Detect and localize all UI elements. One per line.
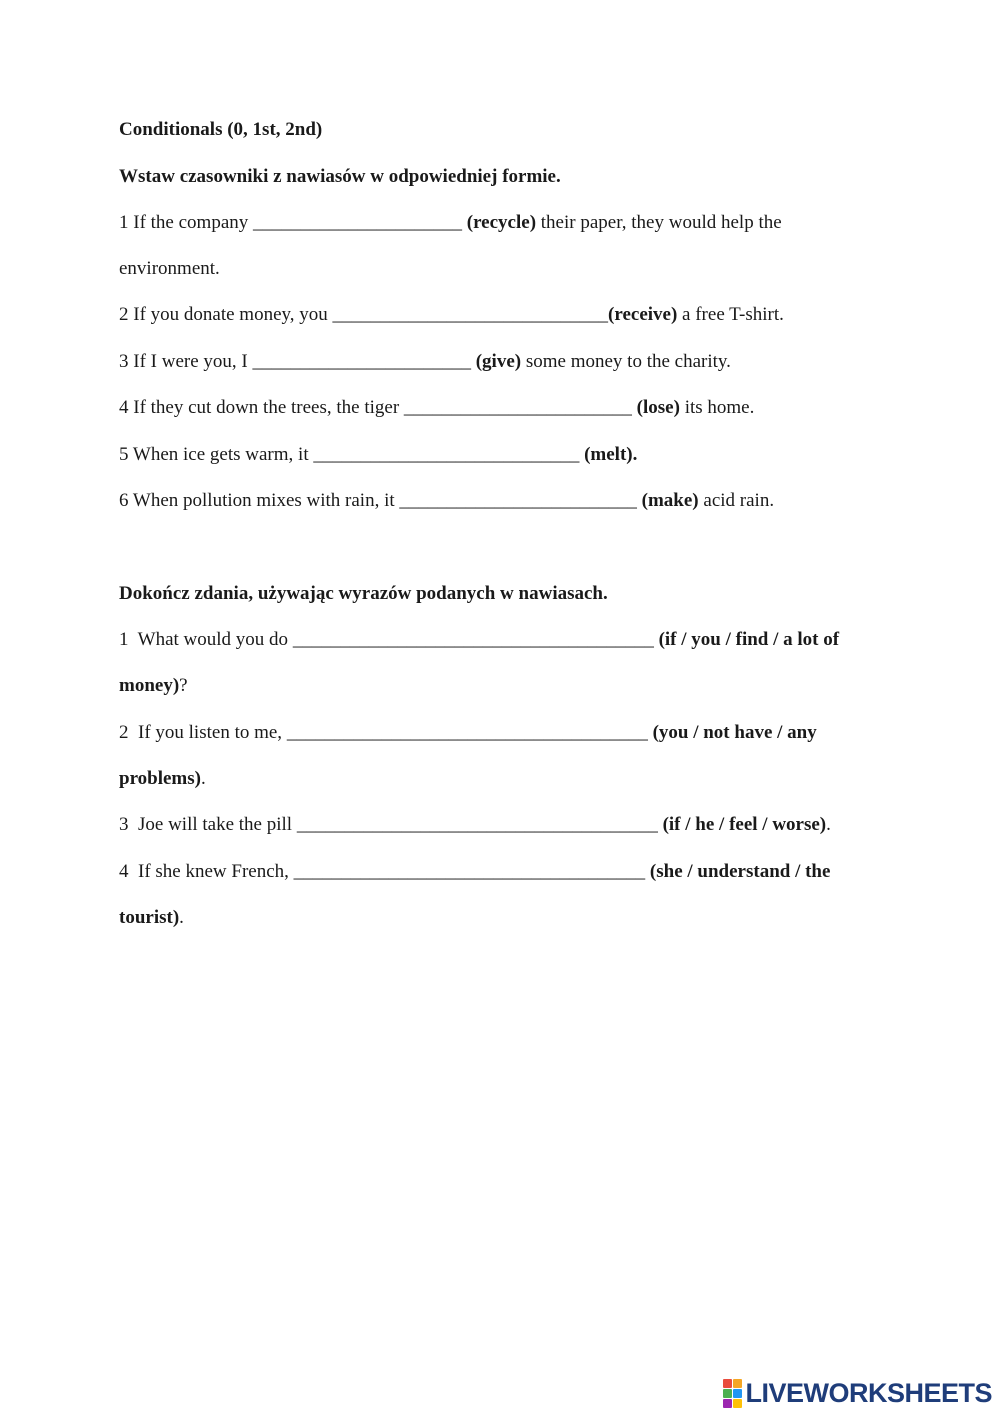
answer-blank[interactable]: _____________________________________: [293, 861, 646, 882]
exercise2-item-3: 3 Joe will take the pill ______________________________________ (if / he / feel / worse).: [119, 814, 831, 835]
section1-instruction: Wstaw czasowniki z nawiasów w odpowiedniej formie.: [119, 166, 561, 187]
answer-blank[interactable]: ______________________: [253, 212, 463, 233]
section2-instruction: Dokończ zdania, używając wyrazów podanych w nawiasach.: [119, 583, 608, 604]
exercise1-item-1-cont: environment.: [119, 258, 220, 279]
answer-blank[interactable]: _____________________________: [332, 304, 609, 325]
liveworksheets-mark-icon: [723, 1379, 742, 1408]
exercise1-item-4: 4 If they cut down the trees, the tiger ________________________ (lose) its home.: [119, 397, 755, 418]
exercise1-item-3: 3 If I were you, I _______________________ (give) some money to the charity.: [119, 351, 731, 372]
exercise2-item-1-cont: money)?: [119, 675, 188, 696]
answer-blank[interactable]: ______________________________________: [296, 814, 658, 835]
answer-blank[interactable]: ________________________: [403, 397, 632, 418]
exercise2-item-1: 1 What would you do ______________________________________ (if / you / find / a lot of: [119, 629, 840, 650]
page-title: Conditionals (0, 1st, 2nd): [119, 119, 323, 140]
answer-blank[interactable]: _______________________: [252, 351, 471, 372]
exercise1-item-2: 2 If you donate money, you _____________________________(receive) a free T-shirt.: [119, 304, 784, 325]
exercise2-item-4: 4 If she knew French, _____________________________________ (she / understand / the: [119, 861, 831, 882]
exercise1-item-5: 5 When ice gets warm, it ____________________________ (melt).: [119, 444, 638, 465]
liveworksheets-logo[interactable]: [723, 1379, 992, 1407]
exercise2-item-2-cont: problems).: [119, 768, 206, 789]
answer-blank[interactable]: _________________________: [399, 490, 637, 511]
answer-blank[interactable]: ______________________________________: [286, 722, 648, 743]
answer-blank[interactable]: ____________________________: [313, 444, 580, 465]
exercise2-item-4-cont: tourist).: [119, 907, 184, 928]
exercise2-item-2: 2 If you listen to me, ______________________________________ (you / not have / any: [119, 722, 817, 743]
exercise1-item-1: 1 If the company ______________________ (recycle) their paper, they would help the: [119, 212, 782, 233]
exercise1-item-6: 6 When pollution mixes with rain, it _________________________ (make) acid rain.: [119, 490, 775, 511]
answer-blank[interactable]: ______________________________________: [292, 629, 654, 650]
logo-text: LIVEWORKSHEETS: [745, 1378, 992, 1408]
